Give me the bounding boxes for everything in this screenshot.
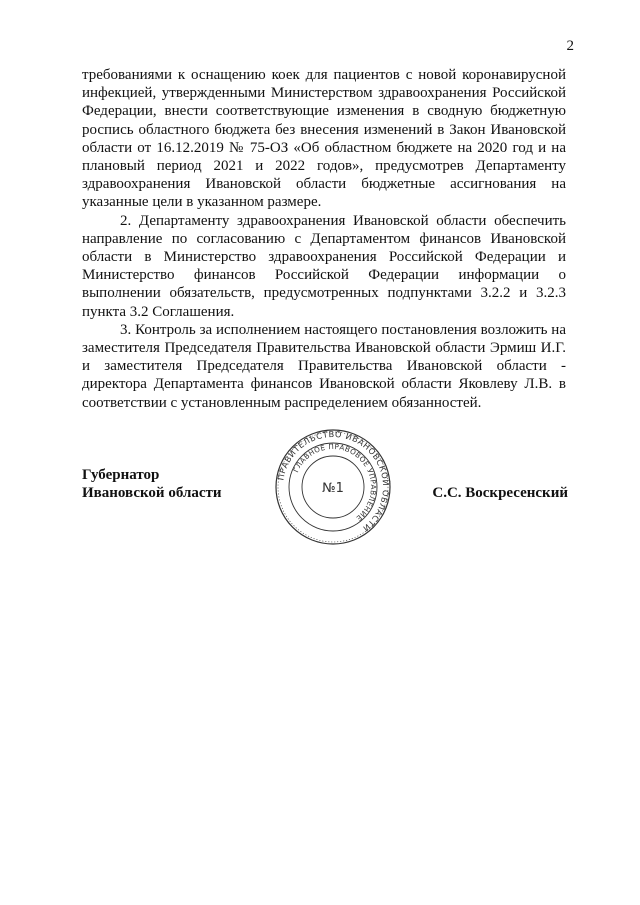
seal-outer-text: ПРАВИТЕЛЬСТВО ИВАНОВСКОЙ ОБЛАСТИ (275, 428, 392, 535)
seal-inner-text: ГЛАВНОЕ ПРАВОВОЕ УПРАВЛЕНИЕ (291, 441, 379, 524)
paragraph-item-3: 3. Контроль за исполнением настоящего постановления возложить на заместителя Председателя Правительства Ивановской области Эрмиш И.Г. и заместителя Председателя Правительства Ивановской области - директора Департамента финансов Ивановской области Яковлеву Л.В. в соответствии с установленным распределением обязанностей. (82, 321, 566, 411)
document-body (82, 66, 566, 412)
signatory-title-line-1: Губернатор (82, 467, 160, 483)
signatory-name: С.С. Воскресенский (432, 485, 568, 501)
paragraph-continuation: требованиями к оснащению коек для пациентов с новой коронавирусной инфекцией, утвержденными Министерством здравоохранения Российской Федерации, внести соответствующие изменения в сводную бюджетную роспись областного бюджета без внесения изменений в Закон Ивановской области от 16.12.2019 № 75-ОЗ «Об областном бюджете на 2020 год и на плановый период 2021 и 2022 годов», предусмотрев Департаменту здравоохранения Ивановской области бюджетные ассигнования на указанные цели в указанном размере. (82, 67, 566, 211)
seal-number: №1 (322, 481, 344, 496)
official-seal-stamp (274, 428, 392, 546)
paragraph-item-2: 2. Департаменту здравоохранения Ивановской области обеспечить направление по согласованию с Департаментом финансов Ивановской области в Министерство здравоохранения Российской Федерации и Министерство финансов Российской Федерации информации о выполнении обязательств, предусмотренных подпунктами 3.2.2 и 3.2.3 пункта 3.2 Соглашения. (82, 212, 566, 320)
page-number: 2 (566, 38, 574, 54)
signatory-title-line-2: Ивановской области (82, 485, 222, 501)
signatory-title (82, 466, 222, 502)
